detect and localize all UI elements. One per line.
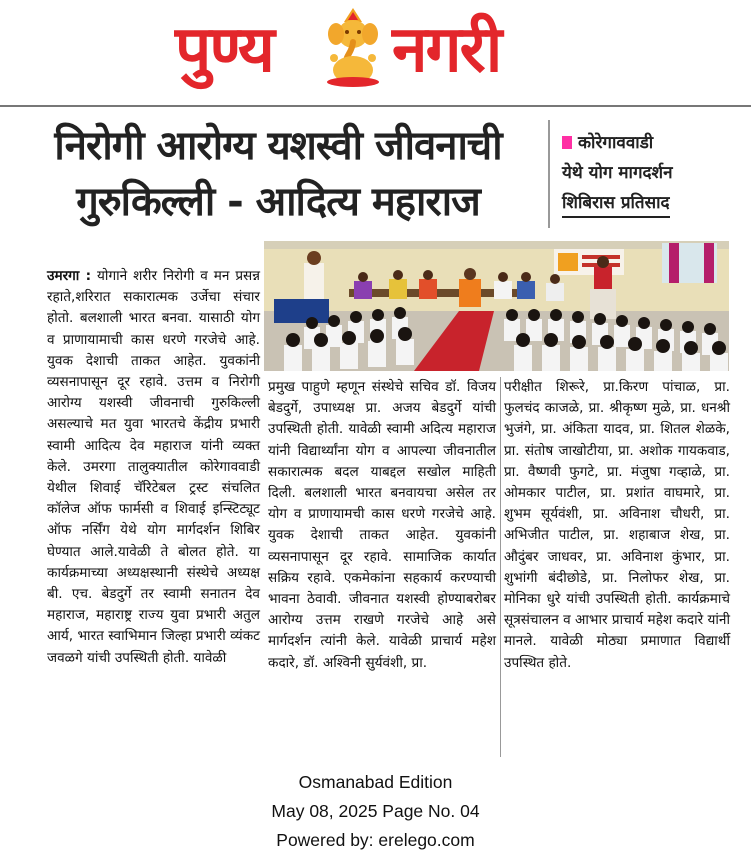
headline <box>18 118 538 230</box>
date-page-label: May 08, 2025 Page No. 04 <box>271 801 480 821</box>
article-column-2: प्रमुख पाहुणे म्हणून संस्थेचे सचिव डॉ. विजय बेडदुर्गे, उपाध्यक्ष प्रा. अजय बेडदुर्गे यांची उपस्थिती होती. यावेळी स्वामी अदित्य महाराज यांनी विद्यार्थ्यांना योग व आपल्या जीवनातील सकारात्मक बदल याबद्दल सखोल माहिती दिली. बलशाली भारत बनवायचा असेल तर योग व प्राणायामची कास धरणे गरजेचे आहे. युवक देशाची ताकत आहेत. युवकांनी व्यसनापासून दूर रहावे. सामाजिक कार्यात सक्रिय रहावे. एकमेकांना सहकार्य करण्याची भावना ठेवावी. जीवनात यशस्वी होण्याबरोबर आरोग्य उत्तम राखणे गरजेचे आहे असे मार्गदर्शन त्यांनी केले. यावेळी प्राचार्य महेश कदारे, डॉ. अश्विनी सुर्यवंशी, प्रा. <box>268 379 496 671</box>
subheadline-line-2: येथे योग मागदर्शन <box>562 163 673 183</box>
column-rule <box>500 377 501 757</box>
article-column-1 <box>47 266 260 669</box>
masthead-rule <box>0 105 751 107</box>
edition-label: Osmanabad Edition <box>298 772 453 792</box>
powered-by-label: Powered by: erelego.com <box>276 830 475 850</box>
masthead <box>0 0 751 110</box>
photo-illustration <box>264 241 729 371</box>
subheadline-line-3: शिबिरास प्रतिसाद <box>562 190 670 218</box>
article-column-1-text: योगाने शरीर निरोगी व मन प्रसन्न रहाते,शरिरात सकारात्मक उर्जेचा संचार होतो. बलशाली भारत बनवा. यासाठी योग व प्राणायामाची कास धरणे गरजेचे आहे. युवक देशाची ताकत आहेत. युवकांनी व्यसनापासून दूर रहावे. उत्तम व निरोगी आरोग्य यशस्वी जीवनाची गुरुकिल्ली असल्याचे मत युवा भारतचे केंद्रीय प्रभारी स्वामी आदित्य देव महाराज यांनी व्यक्त केले. उमरगा तालुक्यातील कोरेगाववाडी येथील शिवाई चॅरिटेबल ट्रस्ट संचलित कॉलेज ऑफ फार्मसी व शिवाई इन्स्टिट्यूट ऑफ नर्सिंग येथे योग मार्गदर्शन शिबिर घेण्यात आले.यावेळी ते बोलत होते. या कार्यक्रमाच्या अध्यक्षस्थानी संस्थेचे अध्यक्ष बी. एच. बेडदुर्गे तर स्वामी सनातन देव महाराज, महाराष्ट्र राज्य युवा प्रभारी अतुल आर्य, भारत स्वाभिमान जिल्हा प्रभारी व्यंकट जवळगे यांची उपस्थिती होती. यावेळी <box>47 268 260 666</box>
masthead-word-right: नगरी <box>392 13 501 87</box>
headline-line-2: गुरुकिल्ली - आदित्य महाराज <box>76 179 480 225</box>
headline-line-1: निरोगी आरोग्य यशस्वी जीवनाची <box>54 123 502 169</box>
headline-divider <box>548 120 550 228</box>
sidebar-subheadline <box>562 128 737 218</box>
subheadline-line-1: कोरेगाववाडी <box>578 133 654 153</box>
bullet-marker-icon <box>562 136 572 149</box>
masthead-word-left: पुण्य <box>175 13 273 87</box>
ganesha-icon <box>322 6 384 88</box>
dateline: उमरगा : <box>47 268 92 284</box>
article-column-3: परीक्षीत शिरूरे, प्रा.किरण पांचाळ, प्रा. फुलचंद काजळे, प्रा. श्रीकृष्ण मुळे, प्रा. धनश्री भुजंगे, प्रा. अंकिता यादव, प्रा. शितल शेळके, प्रा. संतोष जाखोटीया, प्रा. अशोक गायकवाड, प्रा. वैष्णवी फुगटे, प्रा. मंजुषा गव्हाळे, प्रा. ओमकार पाटील, प्रा. प्रशांत वाघमारे, प्रा. शुभम सूर्यवंशी, प्रा. अविनाश चौधरी, प्रा. अभिजीत पाटील, प्रा. शहाबाज शेख, प्रा. औदुंबर जाधवर, प्रा. अविनाश कुंभार, प्रा. शुभांगी बंदीछोडे, प्रा. निलोफर शेख, प्रा. मोनिका धुरे यांची उपस्थिती होती. कार्यक्रमाचे सूत्रसंचालन व आभार प्राचार्य महेश कदारे यांनी मानले. यावेळी मोठ्या प्रमाणात विद्यार्थी उपस्थित होते. <box>504 379 730 671</box>
yoga-session-photo <box>264 241 729 371</box>
